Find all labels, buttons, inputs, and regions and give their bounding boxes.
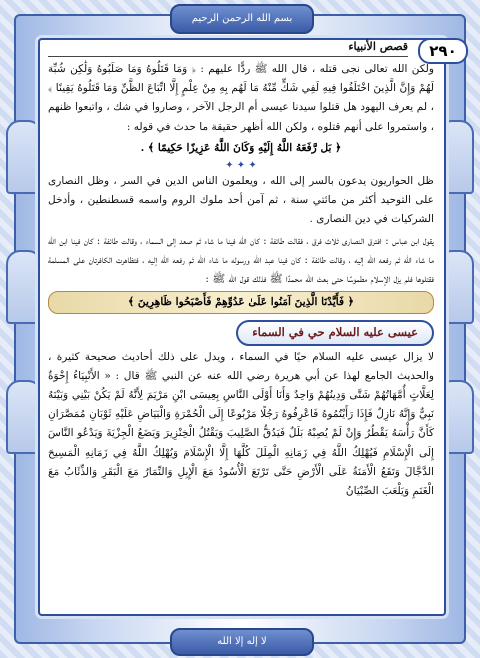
quran-verse-highlight: ﴿ فَأَيَّدْنَا الَّذِينَ آمَنُوا عَلَىٰ عَدُوِّهِمْ فَأَصْبَحُوا ظَاهِرِينَ ﴾: [48, 291, 434, 314]
header-rule: [48, 56, 408, 57]
page-content: [48, 60, 434, 608]
section-title: عيسى عليه السلام حي في السماء: [236, 320, 434, 345]
left-ornament-icon: [6, 250, 42, 324]
paragraph: يقول ابن عباس : افترق النصارى ثلاث فرق ، فقالت طائفة : كان الله فينا ما شاء ثم صعد إلى السماء ، وقالت طائفة : كان فينا ابن الله ما شاء الله ثم رفعه الله إليه ، وقالت طائفة : كان فينا عبد الله ورسوله ما شاء الله ثم رفعه الله إليه ، فتظاهرت الكافرتان على المسلمة فقتلوها فلم يزل الإسلام مطموسًا حتى بعث الله محمدًا ﷺ فذلك قول الله ﷺ :: [48, 234, 434, 286]
paragraph: ظل الحواريون يدعون بالسر إلى الله ، ويعلمون الناس الدين في السر ، وظل النصارى على التوحيد أكثر من مائتي سنة ، ثم آمن أحد ملوك الروم واسمه قسطنطين ، وأدخل الشركيات في دين النصارى .: [48, 175, 434, 226]
left-ornament-icon: [6, 380, 42, 454]
top-calligraphy-banner: بسم الله الرحمن الرحيم: [170, 4, 314, 34]
quran-verse: ﴿ بَل رَّفَعَهُ اللَّهُ إِلَيْهِ وَكَانَ اللَّهُ عَزِيزًا حَكِيمًا ﴾ .: [140, 141, 342, 154]
paragraph: ولكن الله تعالى نجى قتله ، قال الله ﷺ ردًّا عليهم : ﴿ وَمَا قَتَلُوهُ وَمَا صَلَبُوهُ وَلَٰكِن شُبِّهَ لَهُمْ وَإِنَّ الَّذِينَ اخْتَلَفُوا فِيهِ لَفِي شَكٍّ مِّنْهُ مَا لَهُم بِهِ مِنْ عِلْمٍ إِلَّا اتِّبَاعَ الظَّنِّ وَمَا قَتَلُوهُ يَقِينًا ﴾ ، لم يعرف اليهود هل قتلوا سيدنا عيسى أم الرجل الآخر ، وصاروا في شك ، واتبعوا ظنهم ، واستمروا على أنهم قتلوه ، ولكن الله أظهر حقيقة ما حدث في قوله :: [48, 63, 434, 133]
left-ornament-icon: [6, 120, 42, 194]
running-head: قصص الأنبياء: [348, 40, 408, 53]
separator-icon: ✦ ✦ ✦: [225, 160, 257, 172]
bottom-calligraphy-banner: لا إله إلا الله: [170, 628, 314, 656]
page-number: ٢٩٠: [418, 38, 468, 64]
paragraph: لا يزال عيسى عليه السلام حيًا في السماء ، ويدل على ذلك أحاديث صحيحة كثيرة ، والحديث الجامع لهذا عن أبي هريرة رضي الله عنه عن النبي ﷺ قال : « الأَنْبِيَاءُ إِخْوَةٌ لِعَلَّاتٍ أُمَّهَاتُهُمْ شَتَّى وَدِينُهُمْ وَاحِدٌ وَأَنَا أَوْلَى النَّاسِ بِعِيسَى ابْنِ مَرْيَمَ لِأَنَّهُ لَمْ يَكُنْ بَيْنِي وَبَيْنَهُ نَبِيٌّ وَإِنَّهُ نَازِلٌ فَإِذَا رَأَيْتُمُوهُ فَاعْرِفُوهُ رَجُلًا مَرْبُوعًا إِلَى الْحُمْرَةِ وَالْبَيَاضِ عَلَيْهِ ثَوْبَانِ مُمَصَّرَانِ كَأَنَّ رَأْسَهُ يَقْطُرُ وَإِنْ لَمْ يُصِبْهُ بَلَلٌ فَيَدُقُّ الصَّلِيبَ وَيَقْتُلُ الْخِنْزِيرَ وَيَضَعُ الْجِزْيَةَ وَيَدْعُو النَّاسَ إِلَى الْإِسْلَامِ فَيُهْلِكُ اللَّهُ فِي زَمَانِهِ الْمِلَلَ كُلَّهَا إِلَّا الْإِسْلَامَ وَيُهْلِكُ اللَّهُ فِي زَمَانِهِ الْمَسِيحَ الدَّجَّالَ وَتَقَعُ الْأَمَنَةُ عَلَى الْأَرْضِ حَتَّى تَرْتَعَ الْأُسُودُ مَعَ الْإِبِلِ وَالنِّمَارُ مَعَ الْبَقَرِ وَالذِّئَابُ مَعَ الْغَنَمِ وَيَلْعَبَ الصِّبْيَانُ: [48, 350, 434, 498]
